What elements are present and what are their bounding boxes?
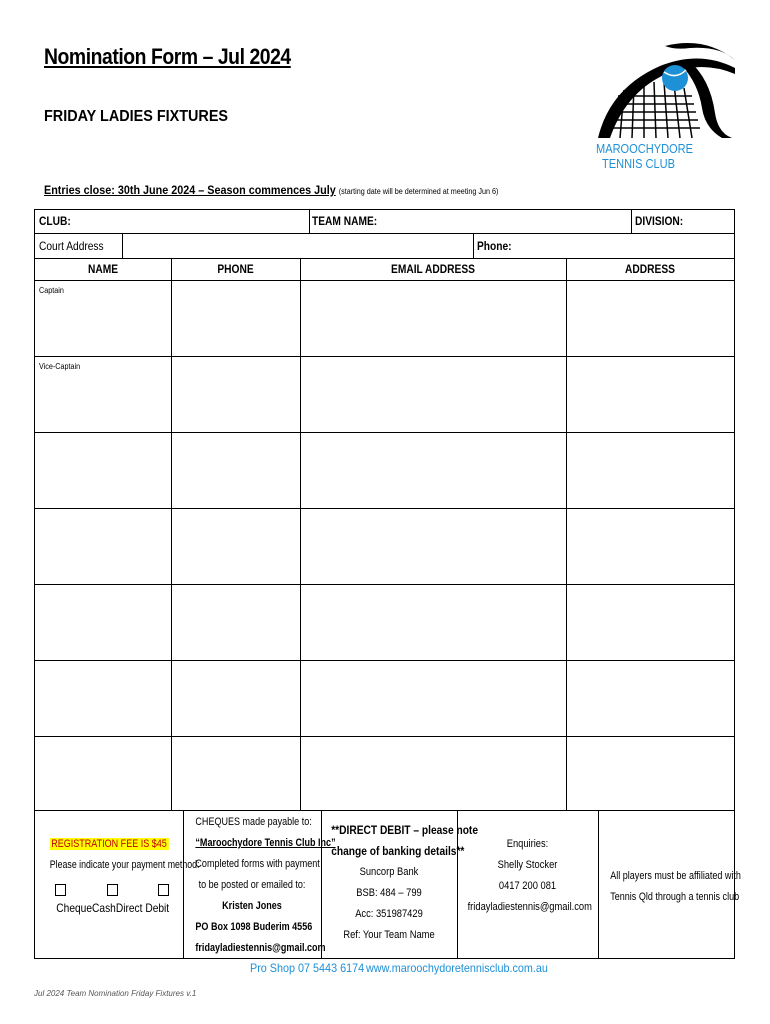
cheque-line-1: CHEQUES made payable to: <box>195 816 312 828</box>
affiliation-line-1: All players must be affiliated with <box>610 870 741 882</box>
column-header-email: EMAIL ADDRESS <box>391 262 475 276</box>
cheque-checkbox[interactable] <box>55 884 66 896</box>
entries-close-text: Entries close: 30th June 2024 – Season commences July <box>44 183 336 197</box>
cheque-contact-name: Kristen Jones <box>222 900 282 912</box>
page-title: Nomination Form – Jul 2024 <box>44 44 291 69</box>
payment-prompt: Please indicate your payment method: <box>49 859 200 871</box>
affiliation-line-2: Tennis Qld through a tennis club <box>610 891 740 903</box>
direct-debit-checkbox[interactable] <box>158 884 169 896</box>
direct-debit-details <box>331 820 479 946</box>
pro-shop-phone: Pro Shop 07 5443 6174 <box>250 961 365 975</box>
column-header-name: NAME <box>87 262 119 276</box>
entries-line <box>44 183 498 197</box>
direct-debit-label: Direct Debit <box>115 901 170 915</box>
logo-text <box>596 141 694 171</box>
cash-label: Cash <box>92 901 116 915</box>
debit-bank: Suncorp Bank <box>359 866 419 878</box>
team-name-label: TEAM NAME: <box>312 214 378 228</box>
debit-reference: Ref: Your Team Name <box>343 929 435 941</box>
logo-line-2: TENNIS CLUB <box>601 156 676 171</box>
nomination-table <box>34 209 741 959</box>
cheque-payee: “Maroochydore Tennis Club Inc” <box>195 837 336 849</box>
registration-fee: REGISTRATION FEE IS $45 <box>51 838 167 850</box>
cash-checkbox[interactable] <box>107 884 118 896</box>
page-subtitle: FRIDAY LADIES FIXTURES <box>44 108 229 125</box>
phone-label: Phone: <box>477 239 512 253</box>
column-header-address: ADDRESS <box>625 262 675 276</box>
enquiries-name: Shelly Stocker <box>497 859 558 871</box>
debit-bsb: BSB: 484 – 799 <box>356 887 422 899</box>
logo-line-1: MAROOCHYDORE <box>596 141 694 156</box>
captain-label: Captain <box>39 286 64 295</box>
enquiries-email: fridayladiestennis@gmail.com <box>467 901 592 913</box>
division-label: DIVISION: <box>635 214 684 228</box>
cheque-line-3: Completed forms with payment <box>195 858 320 870</box>
enquiries-label: Enquiries: <box>506 838 549 850</box>
court-address-label: Court Address <box>39 239 104 253</box>
payment-section <box>35 834 200 919</box>
club-website-link[interactable]: www.maroochydoretennisclub.com.au <box>366 961 548 975</box>
enquiries-phone: 0417 200 081 <box>498 880 557 892</box>
enquiries-section <box>467 834 592 918</box>
cheque-label: Cheque <box>56 901 93 915</box>
column-header-phone: PHONE <box>217 262 254 276</box>
entries-note: (starting date will be determined at meeting Jun 6) <box>338 187 499 196</box>
cheque-details <box>195 812 336 959</box>
affiliation-note <box>610 866 741 908</box>
club-label: CLUB: <box>39 214 71 228</box>
vice-captain-label: Vice-Captain <box>39 362 81 371</box>
cheque-po-box: PO Box 1098 Buderim 4556 <box>195 921 313 933</box>
document-version: Jul 2024 Team Nomination Friday Fixtures v.1 <box>34 989 197 998</box>
debit-notice-2: change of banking details** <box>331 844 465 858</box>
cheque-email: fridayladiestennis@gmail.com <box>195 942 326 954</box>
debit-account: Acc: 351987429 <box>355 908 423 920</box>
cheque-line-4: to be posted or emailed to: <box>198 879 306 891</box>
debit-notice-1: **DIRECT DEBIT – please note <box>331 823 479 837</box>
